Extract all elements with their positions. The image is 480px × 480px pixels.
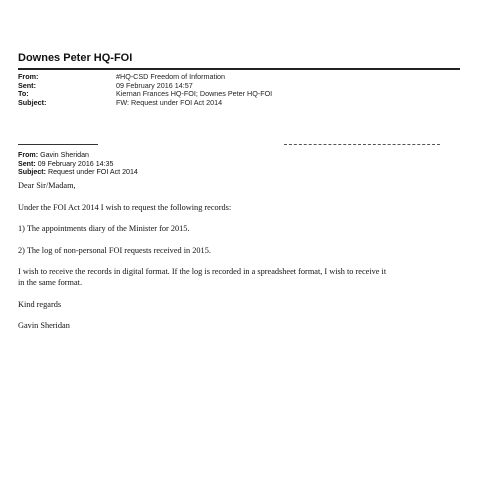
header-sent-value: 09 February 2016 14:57 [116,80,193,90]
forwarded-sent-label: Sent: [18,159,36,168]
header-subject-label: Subject: [18,97,47,107]
header-from-row [18,73,458,82]
header-sent-label: Sent: [18,80,36,90]
request-intro: Under the FOI Act 2014 I wish to request the following records: [18,202,232,212]
forwarded-subject-label: Subject: [18,168,46,177]
header-subject-value: FW: Request under FOI Act 2014 [116,97,223,107]
forwarded-sent-value: 09 February 2016 14:35 [37,159,114,168]
forward-separator-right [284,144,440,145]
email-header [18,73,458,107]
header-from-label: From: [18,72,39,81]
forward-separator-left [18,144,98,145]
header-to-row [18,90,458,99]
forwarded-sent-row [18,160,318,169]
forwarded-from-value: Gavin Sheridan [40,151,89,159]
header-from-value: #HQ-CSD Freedom of Information [116,72,226,81]
closing: Kind regards [18,299,62,309]
forwarded-from-label: From: [18,151,39,159]
email-body [18,181,464,332]
format-request-line-1: I wish to receive the records in digital format. If the log is recorded in a spreadsheet format, I wish to receive it [18,267,387,277]
header-to-label: To: [18,89,29,98]
header-to-value: Kiernan Frances HQ-FOI; Downes Peter HQ-FOI [116,89,273,98]
request-item-2: 2) The log of non-personal FOI requests received in 2015. [18,245,211,255]
mailbox-owner-name: Downes Peter HQ-FOI [18,52,133,64]
forwarded-subject-row [18,168,318,177]
header-divider [18,68,460,70]
forwarded-subject-value: Request under FOI Act 2014 [47,168,138,177]
greeting: Dear Sir/Madam, [18,181,76,190]
forwarded-header [18,151,318,177]
request-item-1: 1) The appointments diary of the Minister for 2015. [18,224,190,234]
format-request-line-2: in the same format. [18,277,83,287]
signature: Gavin Sheridan [18,321,70,331]
forwarded-from-row [18,151,318,160]
header-subject-row [18,99,458,108]
